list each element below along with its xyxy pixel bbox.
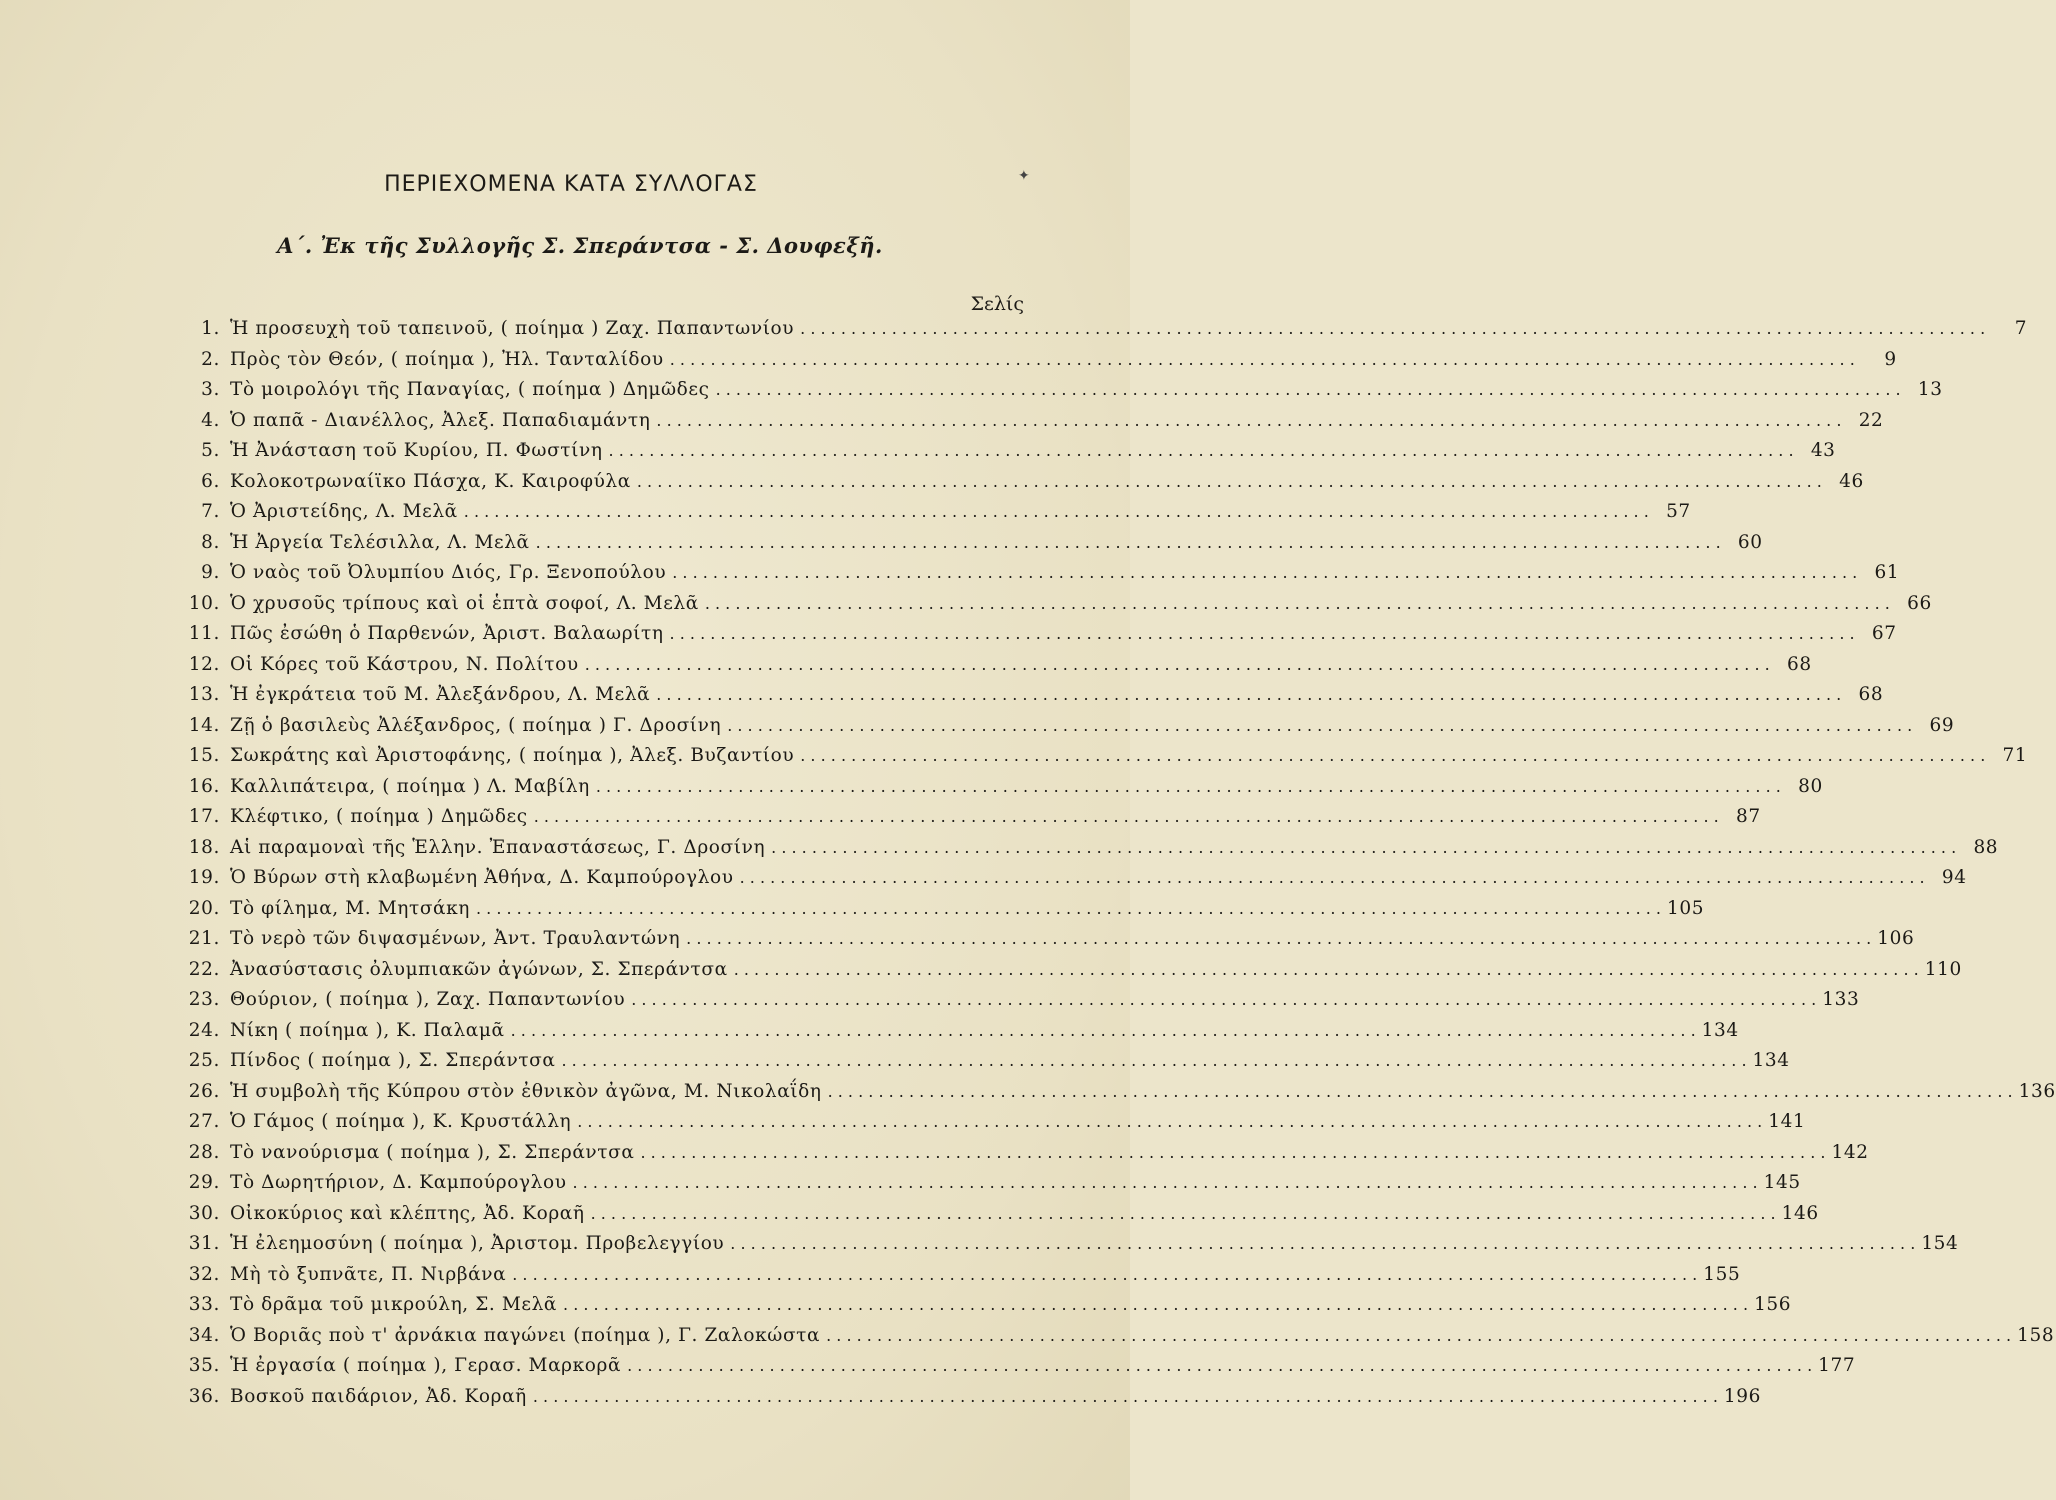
entry-number: 28. xyxy=(188,1141,220,1163)
dot-leader xyxy=(640,1143,1825,1162)
entry-number: 1. xyxy=(201,318,220,339)
entry-page-number: 9 xyxy=(1884,348,1897,370)
toc-entry xyxy=(168,1019,1739,1051)
entry-page-number: 141 xyxy=(1768,1111,1806,1132)
toc-entry xyxy=(168,1172,1801,1203)
entry-number: 13. xyxy=(188,684,220,705)
entry-page-number: 68 xyxy=(1786,653,1812,675)
entry-number: 25. xyxy=(188,1050,220,1071)
entry-title: Τὸ νερὸ τῶν διψασμένων, Ἀντ. Τραυλαντώνη xyxy=(230,928,681,949)
toc-entry xyxy=(168,684,1884,715)
entry-page-number: 87 xyxy=(1735,806,1761,827)
entry-number: 6. xyxy=(201,470,220,492)
dot-leader xyxy=(734,960,1919,979)
entry-page-number: 146 xyxy=(1781,1202,1819,1224)
entry-title: Ἡ προσευχὴ τοῦ ταπεινοῦ, ( ποίημα ) Ζαχ. Παπαντωνίου xyxy=(230,318,795,339)
entry-number: 30. xyxy=(188,1202,220,1224)
entry-page-number: 134 xyxy=(1752,1050,1790,1071)
entry-title: Τὸ νανούρισμα ( ποίημα ), Σ. Σπεράντσα xyxy=(230,1141,635,1163)
entry-number: 24. xyxy=(188,1019,220,1041)
toc-entry xyxy=(168,440,1836,471)
dot-leader xyxy=(511,1021,1696,1040)
dot-leader xyxy=(512,1265,1697,1284)
toc-entry xyxy=(168,1355,1856,1386)
entry-title: Ἡ Ἀνάσταση τοῦ Κυρίου, Π. Φωστίνη xyxy=(230,440,603,461)
toc-entry xyxy=(168,379,1943,410)
dot-leader xyxy=(686,929,1871,948)
entry-page-number: 156 xyxy=(1754,1294,1792,1315)
entry-page-number: 22 xyxy=(1858,409,1884,431)
entry-number: 12. xyxy=(188,653,220,675)
dot-leader xyxy=(716,380,1901,399)
entry-number: 26. xyxy=(188,1080,220,1102)
entry-title: Ἡ συμβολὴ τῆς Κύπρου στὸν ἐθνικὸν ἀγῶνα, Μ. Νικολαΐδη xyxy=(230,1080,822,1102)
dot-leader xyxy=(637,472,1822,491)
ink-mark: ✦ xyxy=(1018,168,1030,184)
entry-title: Τὸ δρᾶμα τοῦ μικρούλη, Σ. Μελᾶ xyxy=(230,1294,558,1315)
dot-leader xyxy=(476,899,1661,918)
entry-number: 3. xyxy=(201,379,220,400)
entry-number: 15. xyxy=(188,745,220,766)
entry-page-number: 61 xyxy=(1874,562,1900,583)
dot-leader xyxy=(672,563,1857,582)
entry-page-number: 155 xyxy=(1703,1263,1741,1285)
entry-title: Ζῇ ὁ βασιλεὺς Ἀλέξανδρος, ( ποίημα ) Γ. Δροσίνη xyxy=(230,714,722,736)
toc-entry xyxy=(168,531,1763,563)
toc-entry xyxy=(168,745,2028,776)
entry-title: Ὁ Βύρων στὴ κλαβωμένη Ἀθήνα, Δ. Καμπούρογλου xyxy=(230,867,734,888)
entry-page-number: 80 xyxy=(1798,775,1823,797)
collection-subtitle: Α΄. Ἐκ τῆς Συλλογῆς Σ. Σπεράντσα - Σ. Δουφεξῆ. xyxy=(277,233,883,258)
dot-leader xyxy=(596,777,1781,796)
entry-number: 21. xyxy=(188,928,220,949)
entry-number: 2. xyxy=(201,348,220,370)
entry-number: 14. xyxy=(188,714,220,736)
entry-number: 18. xyxy=(188,836,220,858)
entry-page-number: 145 xyxy=(1763,1172,1801,1193)
dot-leader xyxy=(563,1295,1748,1314)
entry-title: Ὁ Ἀριστείδης, Λ. Μελᾶ xyxy=(230,501,458,522)
entry-page-number: 66 xyxy=(1907,592,1932,614)
dot-leader xyxy=(727,716,1912,735)
dot-leader xyxy=(562,1051,1747,1070)
toc-entry xyxy=(168,470,1864,502)
dot-leader xyxy=(826,1326,2011,1345)
entry-title: Τὸ μοιρολόγι τῆς Παναγίας, ( ποίημα ) Δημῶδες xyxy=(230,379,710,400)
dot-leader xyxy=(656,411,1841,430)
entry-page-number: 68 xyxy=(1858,684,1884,705)
entry-title: Κολοκοτρωναίϊκο Πάσχα, Κ. Καιροφύλα xyxy=(230,470,631,492)
dot-leader xyxy=(631,990,1816,1009)
entry-page-number: 13 xyxy=(1917,379,1943,400)
entry-number: 33. xyxy=(188,1294,220,1315)
entry-number: 31. xyxy=(188,1233,220,1254)
entry-number: 7. xyxy=(201,501,220,522)
toc-entry xyxy=(168,653,1812,685)
entry-title: Ἀνασύστασις ὀλυμπιακῶν ἀγώνων, Σ. Σπεράντσα xyxy=(230,958,728,980)
entry-page-number: 196 xyxy=(1723,1385,1762,1407)
toc-entry xyxy=(168,1294,1792,1325)
entry-title: Νίκη ( ποίημα ), Κ. Παλαμᾶ xyxy=(230,1019,505,1041)
entry-title: Πρὸς τὸν Θεόν, ( ποίημα ), Ἠλ. Τανταλίδου xyxy=(230,348,664,370)
entry-number: 17. xyxy=(188,806,220,827)
dot-leader xyxy=(627,1356,1812,1375)
entry-number: 22. xyxy=(188,958,220,980)
toc-entry xyxy=(168,1202,1819,1234)
entry-number: 16. xyxy=(188,775,220,797)
entry-number: 34. xyxy=(188,1324,220,1346)
dot-leader xyxy=(828,1082,2013,1101)
entry-page-number: 177 xyxy=(1818,1355,1856,1376)
toc-entry xyxy=(168,318,2028,349)
entry-page-number: 71 xyxy=(2002,745,2028,766)
dot-leader xyxy=(771,838,1956,857)
dot-leader xyxy=(705,594,1890,613)
entry-title: Πίνδος ( ποίημα ), Σ. Σπεράντσα xyxy=(230,1050,556,1071)
dot-leader xyxy=(585,655,1770,674)
entry-number: 10. xyxy=(188,592,220,614)
entry-title: Βοσκοῦ παιδάριον, Ἀδ. Κοραῆ xyxy=(230,1385,527,1407)
entry-number: 4. xyxy=(201,409,220,431)
entry-page-number: 134 xyxy=(1701,1019,1739,1041)
toc-entry xyxy=(168,409,1884,441)
toc-entry xyxy=(168,958,1962,990)
entry-number: 11. xyxy=(188,623,220,644)
entry-page-number: 136 xyxy=(2018,1080,2056,1102)
entry-page-number: 46 xyxy=(1839,470,1864,492)
entry-title: Ἡ ἐλεημοσύνη ( ποίημα ), Ἀριστομ. Προβελεγγίου xyxy=(230,1233,725,1254)
entry-page-number: 133 xyxy=(1822,989,1860,1010)
dot-leader xyxy=(740,868,1925,887)
entry-title: Μὴ τὸ ξυπνᾶτε, Π. Νιρβάνα xyxy=(230,1263,507,1285)
entry-number: 9. xyxy=(201,562,220,583)
dot-leader xyxy=(533,1387,1718,1406)
dot-leader xyxy=(464,502,1649,521)
entry-title: Σωκράτης καὶ Ἀριστοφάνης, ( ποίημα ), Ἀλεξ. Βυζαντίου xyxy=(230,745,795,766)
entry-number: 8. xyxy=(201,531,220,553)
toc-entry xyxy=(168,806,1761,837)
entry-title: Ὁ χρυσοῦς τρίπους καὶ οἱ ἑπτὰ σοφοί, Λ. Μελᾶ xyxy=(230,592,699,614)
entry-title: Τὸ Δωρητήριον, Δ. Καμπούρογλου xyxy=(230,1172,567,1193)
dot-leader xyxy=(656,685,1841,704)
entry-number: 36. xyxy=(188,1385,220,1407)
toc-entry xyxy=(168,928,1915,959)
entry-page-number: 60 xyxy=(1737,531,1763,553)
toc-entry xyxy=(168,1324,2055,1356)
toc-entry xyxy=(168,714,1955,746)
dot-leader xyxy=(573,1173,1758,1192)
entry-title: Αἱ παραμοναὶ τῆς Ἑλλην. Ἐπαναστάσεως, Γ. Δροσίνη xyxy=(230,836,766,858)
toc-entry xyxy=(168,348,1897,380)
entry-title: Ὁ Βοριᾶς ποὺ τ' ἀρνάκια παγώνει (ποίημα ), Γ. Ζαλοκώστα xyxy=(230,1324,821,1346)
entry-number: 29. xyxy=(188,1172,220,1193)
entry-title: Θούριον, ( ποίημα ), Ζαχ. Παπαντωνίου xyxy=(230,989,626,1010)
entry-page-number: 88 xyxy=(1973,836,1999,858)
toc-entry xyxy=(168,897,1705,929)
toc-entry xyxy=(168,1233,1959,1264)
toc-entry xyxy=(168,623,1897,654)
toc-entry xyxy=(168,1050,1790,1081)
entry-page-number: 154 xyxy=(1921,1233,1959,1254)
entry-title: Κλέφτικο, ( ποίημα ) Δημῶδες xyxy=(230,806,528,827)
entry-number: 27. xyxy=(188,1111,220,1132)
entry-title: Καλλιπάτειρα, ( ποίημα ) Λ. Μαβίλη xyxy=(230,775,590,797)
toc-entry xyxy=(168,1141,1869,1173)
entry-number: 20. xyxy=(188,897,220,919)
entry-title: Οἰκοκύριος καὶ κλέπτης, Ἀδ. Κοραῆ xyxy=(230,1202,585,1224)
entry-page-number: 106 xyxy=(1877,928,1915,949)
toc-entry xyxy=(168,501,1691,532)
entry-page-number: 7 xyxy=(2014,318,2028,339)
entry-page-number: 142 xyxy=(1831,1141,1869,1163)
entry-page-number: 110 xyxy=(1924,958,1962,980)
table-of-contents xyxy=(168,318,2056,1416)
toc-entry xyxy=(168,1385,1762,1417)
entry-title: Ἡ Ἀργεία Τελέσιλλα, Λ. Μελᾶ xyxy=(230,531,530,553)
dot-leader xyxy=(534,807,1719,826)
entry-title: Οἱ Κόρες τοῦ Κάστρου, Ν. Πολίτου xyxy=(230,653,579,675)
dot-leader xyxy=(577,1112,1762,1131)
entry-page-number: 69 xyxy=(1929,714,1955,736)
entry-title: Ὁ Γάμος ( ποίημα ), Κ. Κρυστάλλη xyxy=(230,1111,572,1132)
entry-title: Ὁ παπᾶ - Διανέλλος, Ἀλεξ. Παπαδιαμάντη xyxy=(230,409,651,431)
entry-page-number: 158 xyxy=(2017,1324,2055,1346)
entry-number: 23. xyxy=(188,989,220,1010)
toc-entry xyxy=(168,867,1967,898)
dot-leader xyxy=(670,350,1855,369)
entry-title: Τὸ φίλημα, Μ. Μητσάκη xyxy=(230,897,470,919)
dot-leader xyxy=(670,624,1855,643)
entry-title: Ὁ ναὸς τοῦ Ὀλυμπίου Διός, Γρ. Ξενοπούλου xyxy=(230,562,667,583)
toc-entry xyxy=(168,592,1932,624)
entry-page-number: 67 xyxy=(1871,623,1897,644)
dot-leader xyxy=(591,1204,1776,1223)
entry-title: Ἡ ἐργασία ( ποίημα ), Γερασ. Μαρκορᾶ xyxy=(230,1355,622,1376)
entry-page-number: 105 xyxy=(1667,897,1705,919)
dot-leader xyxy=(536,533,1721,552)
entry-title: Ἡ ἐγκράτεια τοῦ Μ. Ἀλεξάνδρου, Λ. Μελᾶ xyxy=(230,684,651,705)
toc-entry xyxy=(168,1080,2056,1112)
toc-entry xyxy=(168,989,1860,1020)
entry-number: 5. xyxy=(201,440,220,461)
entry-number: 35. xyxy=(188,1355,220,1376)
entry-page-number: 57 xyxy=(1666,501,1691,522)
toc-entry xyxy=(168,836,1999,868)
entry-page-number: 94 xyxy=(1941,867,1967,888)
dot-leader xyxy=(730,1234,1915,1253)
page-column-header: Σελίς xyxy=(970,293,1024,315)
dot-leader xyxy=(800,746,1985,765)
dot-leader xyxy=(609,441,1794,460)
toc-entry xyxy=(168,775,1823,807)
entry-number: 32. xyxy=(188,1263,220,1285)
entry-page-number: 43 xyxy=(1810,440,1836,461)
dot-leader xyxy=(800,319,1985,338)
toc-entry xyxy=(168,1111,1806,1142)
toc-entry xyxy=(168,1263,1741,1295)
toc-entry xyxy=(168,562,1900,593)
entry-title: Πῶς ἐσώθη ὁ Παρθενών, Ἀριστ. Βαλαωρίτη xyxy=(230,623,664,644)
entry-number: 19. xyxy=(188,867,220,888)
page-title: ΠΕΡΙΕΧΟΜΕΝΑ ΚΑΤΑ ΣΥΛΛΟΓΑΣ xyxy=(384,172,758,197)
